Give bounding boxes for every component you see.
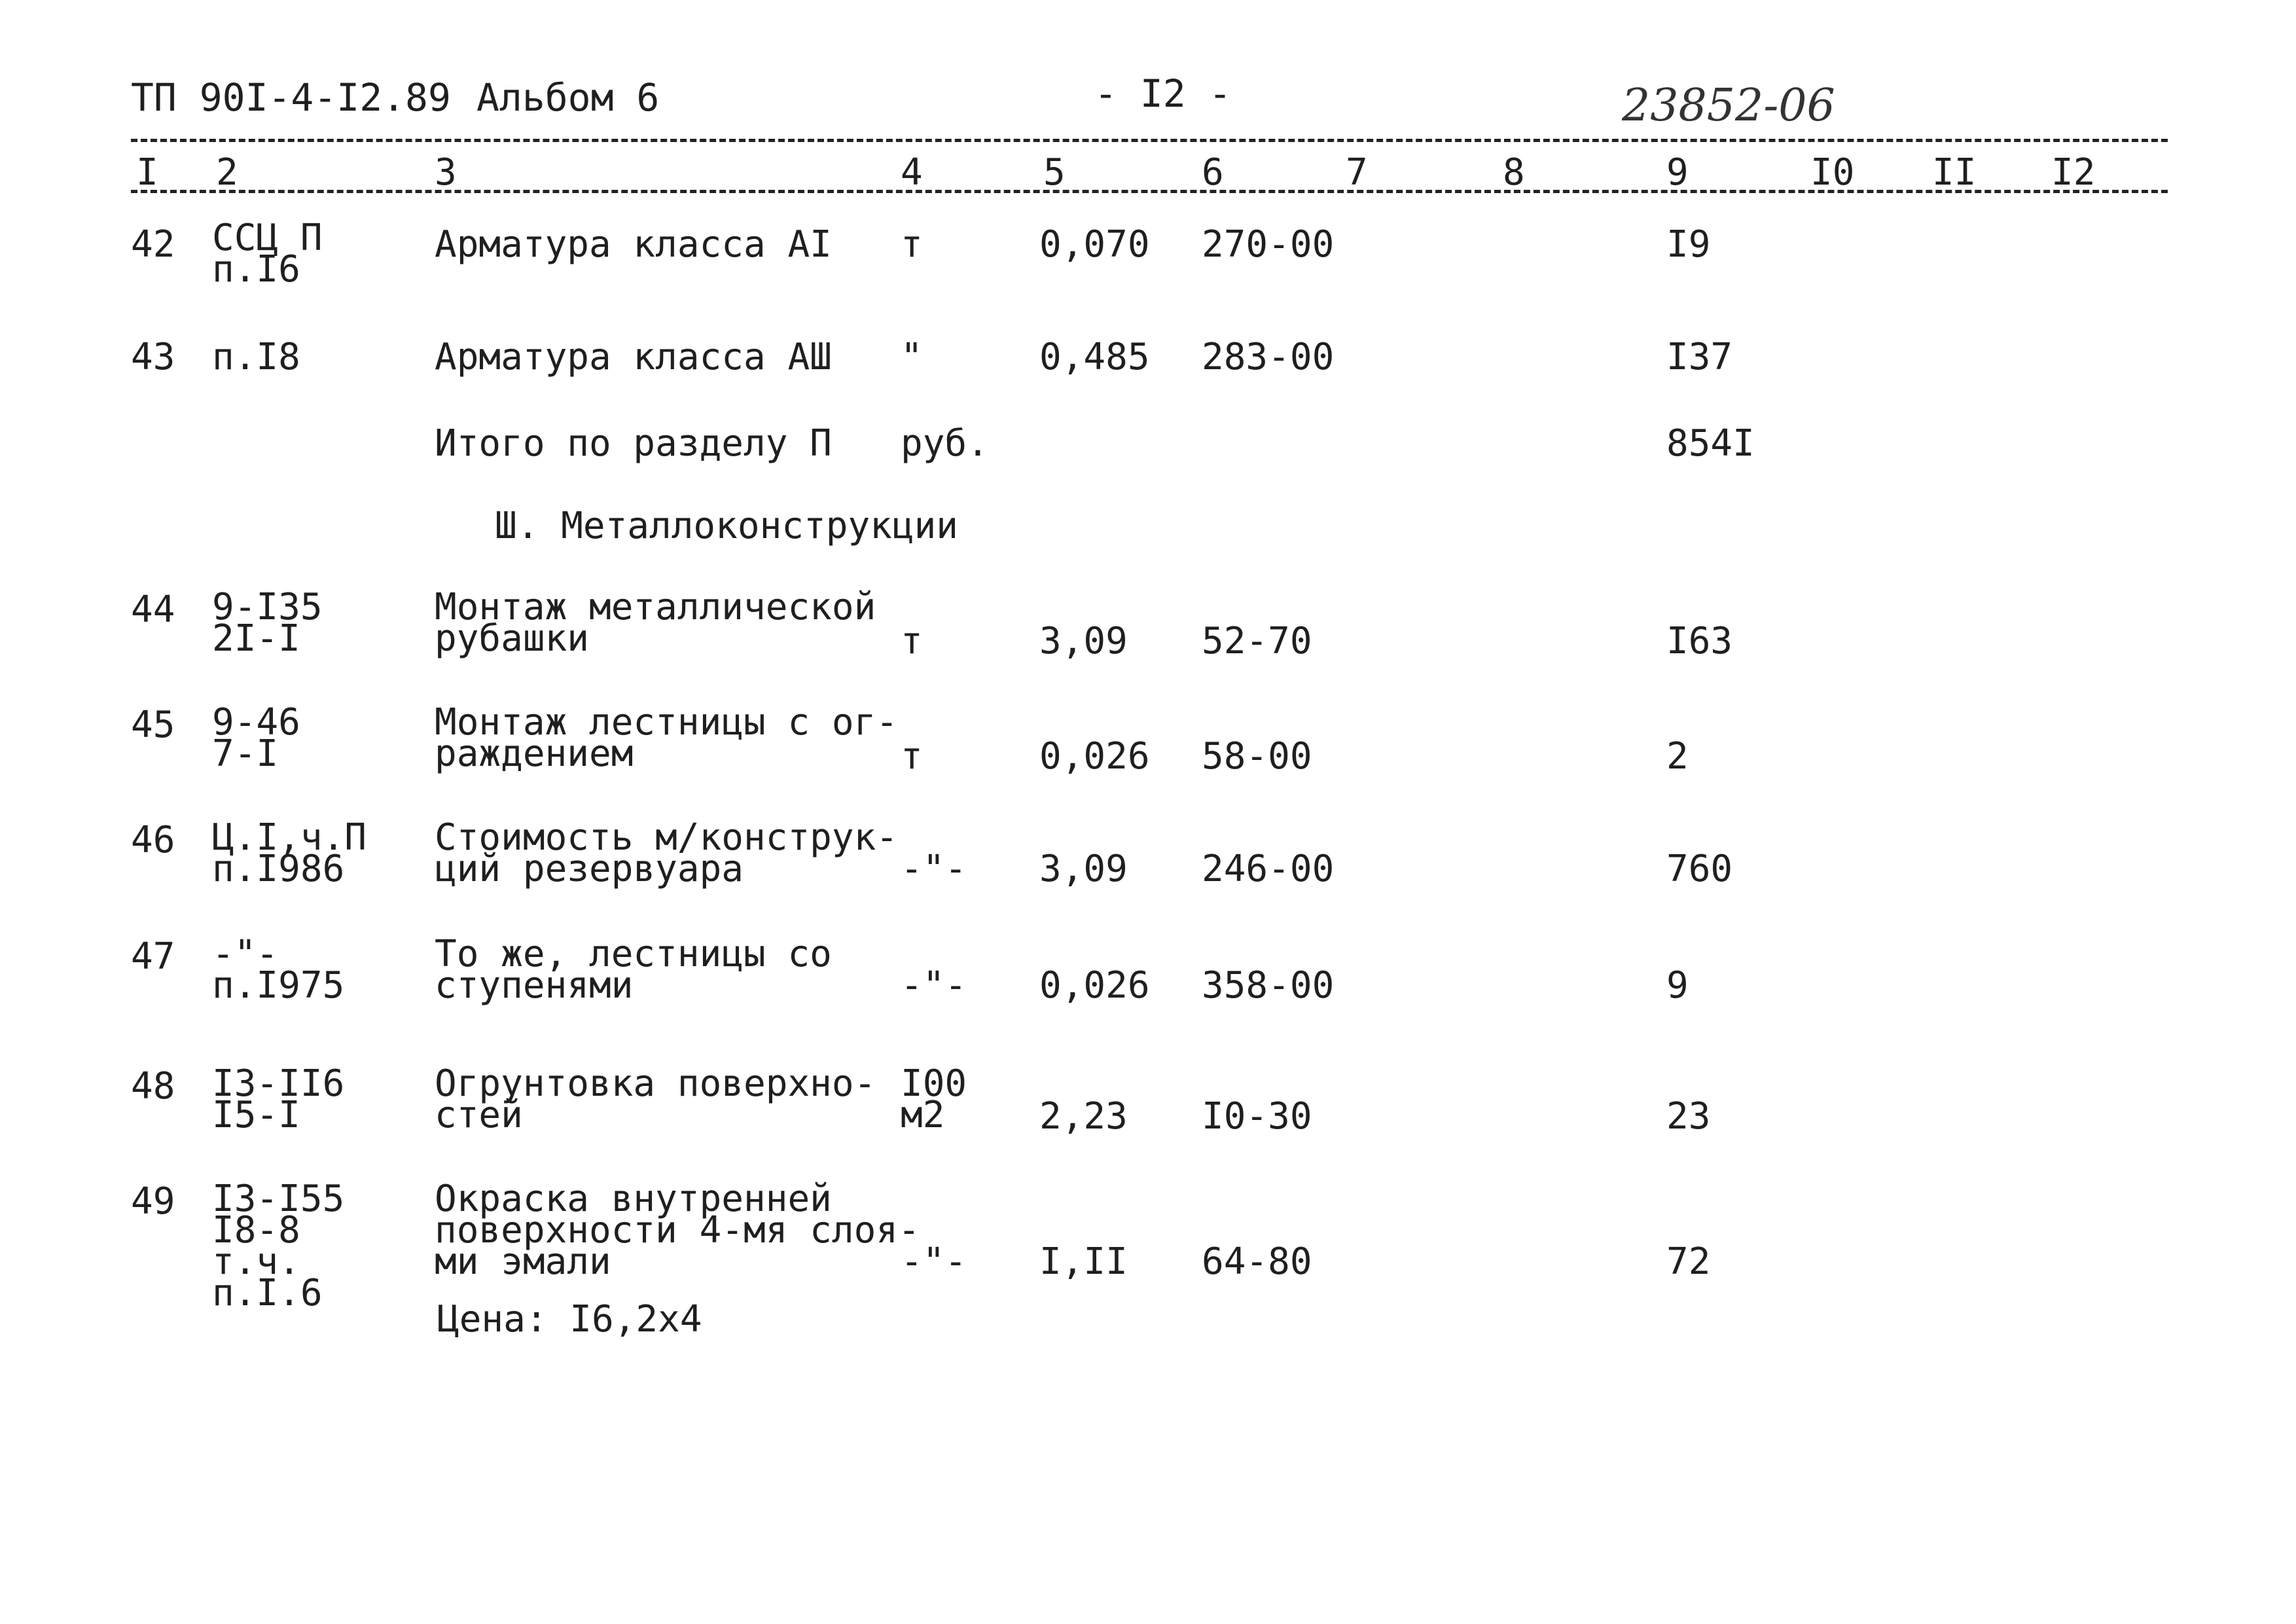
subtotal-label: Итого по разделу П <box>435 422 832 465</box>
row-unit-line: I00 <box>901 1062 967 1105</box>
row-unit-price: 270-00 <box>1202 223 1335 266</box>
col-header-12: I2 <box>2051 151 2096 194</box>
row-unit: -"- <box>901 848 967 890</box>
row-unit-price: 358-00 <box>1202 964 1335 1007</box>
row-quantity: 3,09 <box>1039 848 1128 890</box>
col-header-3: 3 <box>435 151 457 194</box>
row-total: I9 <box>1666 223 1711 266</box>
row-quantity: 0,026 <box>1039 964 1150 1007</box>
row-code-line: ССЦ П <box>212 217 323 259</box>
row-quantity: 3,09 <box>1039 620 1128 662</box>
row-total: I37 <box>1666 336 1733 378</box>
document-reference: ТП 90I-4-I2.89 <box>131 75 451 120</box>
row-number: 44 <box>131 588 175 631</box>
row-unit-price: I0-30 <box>1202 1095 1312 1138</box>
row-code-line: I8-8 <box>212 1209 300 1252</box>
row-name-line: Окраска внутренней <box>435 1178 832 1220</box>
row-name-line: Огрунтовка поверхно- <box>435 1062 876 1105</box>
row-unit-price: 52-70 <box>1202 620 1312 662</box>
row-quantity: 2,23 <box>1039 1095 1128 1138</box>
row-unit-price: 64-80 <box>1202 1240 1312 1283</box>
row-unit: т <box>901 735 923 778</box>
row-name-line: То же, лестницы со <box>435 933 832 975</box>
row-number: 45 <box>131 704 175 746</box>
row-total: 2 <box>1666 735 1689 778</box>
row-quantity: 0,070 <box>1039 223 1150 266</box>
archive-number: 23852-06 <box>1622 80 1835 132</box>
row-name-line: стей <box>435 1094 523 1136</box>
row-unit-price: 246-00 <box>1202 848 1335 890</box>
row-code-line: 2I-I <box>212 617 300 660</box>
row-name-line: ций резервуара <box>435 848 744 890</box>
row-unit-line: м2 <box>901 1094 945 1136</box>
row-number: 48 <box>131 1065 175 1108</box>
row-code-line: п.I986 <box>212 848 345 890</box>
row-total: 9 <box>1666 964 1689 1007</box>
row-name-line: ступенями <box>435 964 634 1007</box>
subtotal-total: 854I <box>1666 422 1755 465</box>
row-code-line: 9-46 <box>212 701 300 744</box>
page-number: - I2 - <box>1094 71 1232 116</box>
row-unit: -"- <box>901 1240 967 1283</box>
row-code-line: п.I975 <box>212 964 345 1007</box>
album-label: Альбом 6 <box>476 75 660 120</box>
row-quantity: I,II <box>1039 1240 1128 1283</box>
col-header-10: I0 <box>1810 151 1855 194</box>
row-code-line: I3-II6 <box>212 1062 345 1105</box>
row-number: 49 <box>131 1180 175 1223</box>
row-name-line: поверхности 4-мя слоя- <box>435 1209 920 1252</box>
row-quantity: 0,026 <box>1039 735 1150 778</box>
row-name-line: Арматура класса АШ <box>435 336 832 378</box>
row-number: 47 <box>131 935 175 978</box>
col-header-9: 9 <box>1666 151 1689 194</box>
row-name-line: раждением <box>435 732 634 775</box>
row-unit: -"- <box>901 964 967 1007</box>
row-code-line: 9-I35 <box>212 586 323 628</box>
row-unit: т <box>901 223 923 266</box>
row-number: 42 <box>131 223 175 266</box>
col-header-4: 4 <box>901 151 923 194</box>
row-unit-price: 283-00 <box>1202 336 1335 378</box>
row-code-line: I5-I <box>212 1094 300 1136</box>
row-name-line: ми эмали <box>435 1240 611 1283</box>
row-total: 23 <box>1666 1095 1711 1138</box>
row-code-line: т.ч. <box>212 1240 300 1283</box>
row-number: 43 <box>131 336 175 378</box>
row-unit: т <box>901 620 923 662</box>
row-total: 760 <box>1666 848 1733 890</box>
row-code-line: -"- <box>212 933 279 975</box>
section-title: Ш. Металлоконструкции <box>495 505 959 547</box>
row-name-line: Монтаж металлической <box>435 586 876 628</box>
col-header-8: 8 <box>1503 151 1525 194</box>
row-total: 72 <box>1666 1240 1711 1283</box>
col-header-1: I <box>136 151 158 194</box>
row-code-line: п.I.6 <box>212 1272 323 1314</box>
row-code-line: п.I8 <box>212 336 300 378</box>
subtotal-unit: руб. <box>901 422 989 465</box>
col-header-5: 5 <box>1043 151 1066 194</box>
col-header-2: 2 <box>216 151 238 194</box>
row-code-line: Ц.I,ч.П <box>212 816 367 859</box>
col-header-7: 7 <box>1346 151 1368 194</box>
row-name-line: Монтаж лестницы с ог- <box>435 701 899 744</box>
row-name-line: Стоимость м/конструк- <box>435 816 899 859</box>
col-header-6: 6 <box>1202 151 1224 194</box>
row-unit: " <box>901 336 923 378</box>
header-rule-top <box>131 139 2168 142</box>
row-code-line: I3-I55 <box>212 1178 345 1220</box>
row-code-line: 7-I <box>212 732 279 775</box>
row-quantity: 0,485 <box>1039 336 1150 378</box>
col-header-11: II <box>1932 151 1977 194</box>
row-total: I63 <box>1666 620 1733 662</box>
row-code-line: п.I6 <box>212 248 300 291</box>
price-note: Цена: I6,2х4 <box>437 1298 702 1341</box>
row-unit-price: 58-00 <box>1202 735 1312 778</box>
row-name-line: Арматура класса АI <box>435 223 832 266</box>
row-name-line: рубашки <box>435 617 590 660</box>
row-number: 46 <box>131 819 175 861</box>
